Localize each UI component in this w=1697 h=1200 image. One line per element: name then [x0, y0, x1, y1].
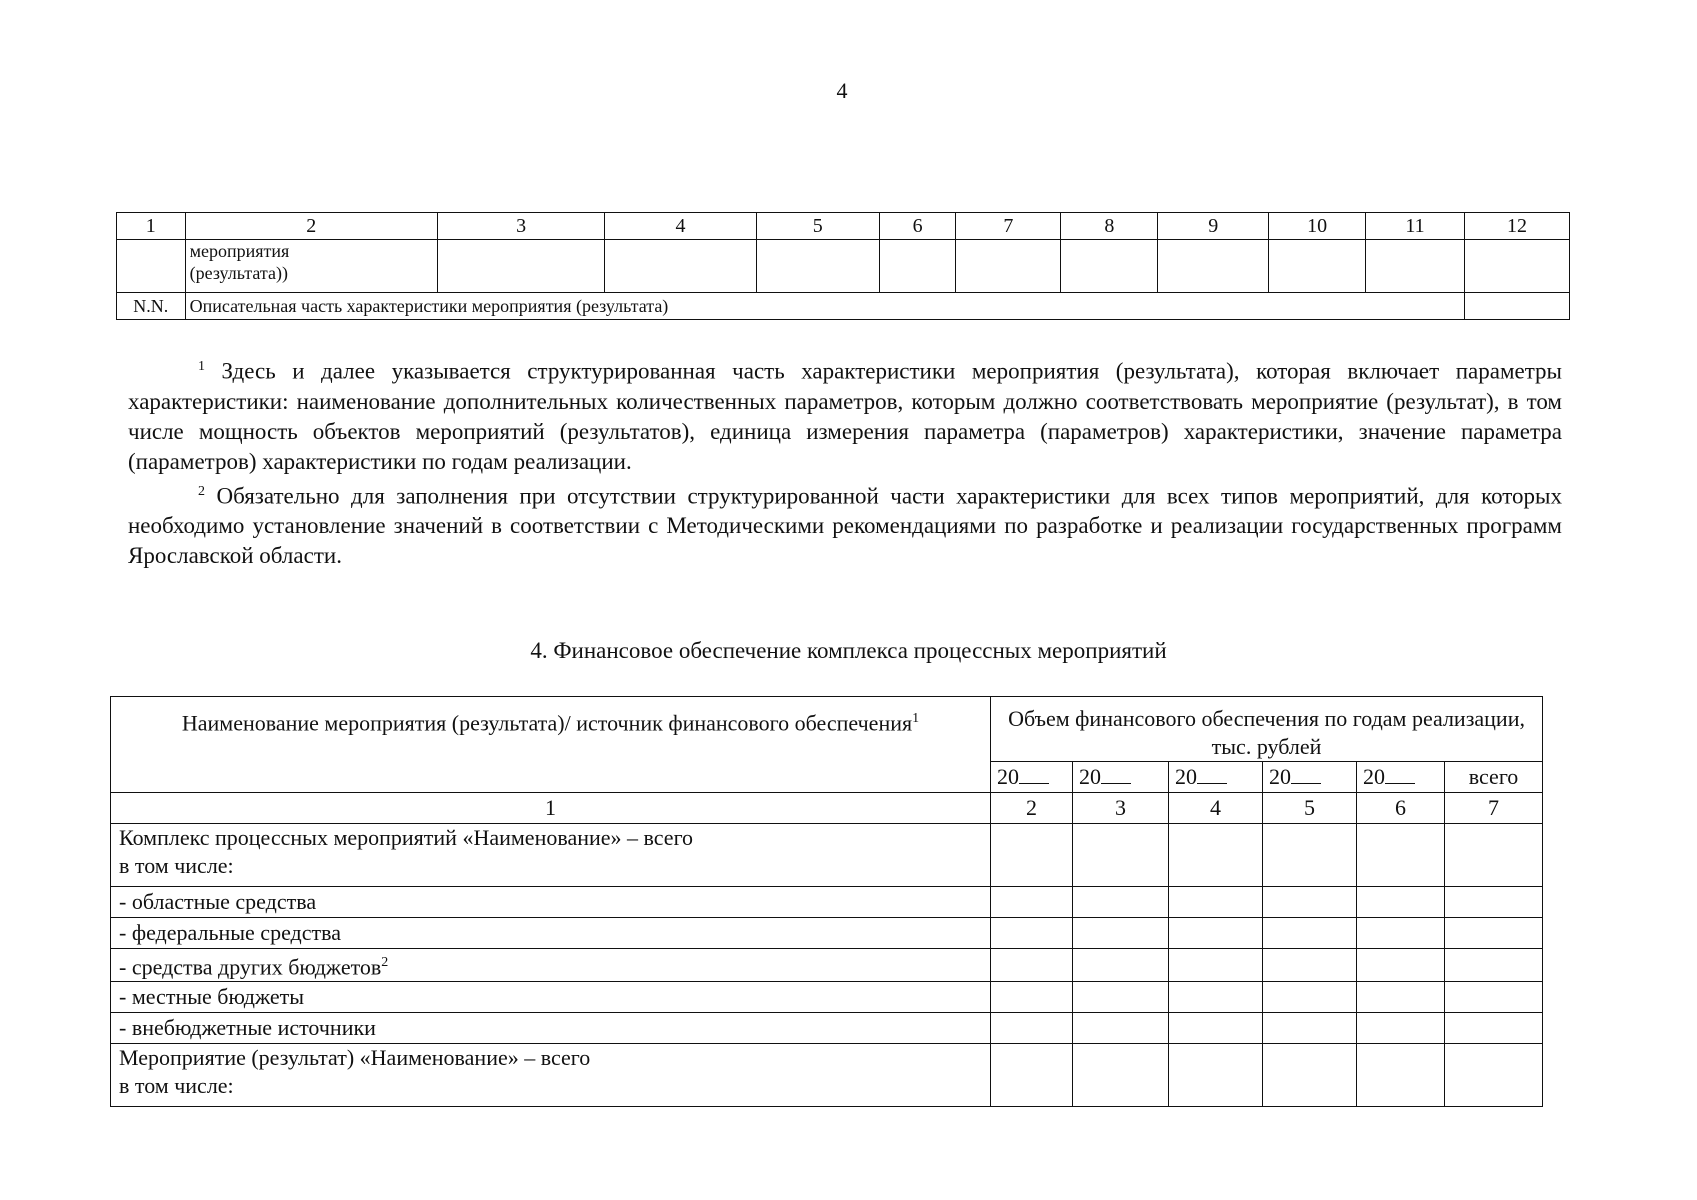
volume-header: Объем финансового обеспечения по годам реализации, тыс. рублей [991, 697, 1543, 762]
table-cell [756, 240, 879, 293]
footnote-mark: 2 [381, 955, 389, 970]
table-cell [1158, 240, 1269, 293]
footnotes [128, 352, 1562, 571]
footnote-text: Здесь и далее указывается структурированная часть характеристики мероприятия (результата), которая включает параметры характеристики: наименование дополнительных количественных параметров, которым должно соответствовать мероприятие (результат), в том числе мощность объектов мероприятий (результатов), единица измерения параметра (параметров) характеристики, значение параметра (параметров) характеристики по годам реализации. [128, 358, 1563, 474]
column-number: 7 [956, 213, 1061, 240]
row-label: - средства других бюджетов$^2$ [111, 949, 991, 982]
table-header-row [117, 213, 1570, 240]
measure-name-line: мероприятия [189, 241, 290, 261]
footnote-mark: 1 [198, 359, 205, 374]
table-cell [1464, 293, 1569, 320]
table-row [117, 293, 1570, 320]
row-label: - внебюджетные источники [111, 1013, 991, 1044]
complex-row-label: Комплекс процессных мероприятий «Наименование» – всего в том числе: [111, 824, 991, 887]
table-row [111, 1044, 1543, 1107]
characteristics-table [116, 212, 1570, 320]
footnote-2 [128, 477, 1562, 572]
page-number: 4 [836, 78, 848, 103]
column-number: 2 [991, 793, 1073, 824]
row-label: - федеральные средства [111, 918, 991, 949]
row-label: - местные бюджеты [111, 982, 991, 1013]
table-row [117, 240, 1570, 293]
table-row [111, 982, 1543, 1013]
table-cell [605, 240, 756, 293]
column-number: 5 [756, 213, 879, 240]
finance-header-row [111, 697, 1543, 762]
table-cell [879, 240, 956, 293]
table-cell [437, 240, 604, 293]
name-header-text: Наименование мероприятия (результата)/ источник финансового обеспечения [181, 710, 913, 736]
footnote-text: Обязательно для заполнения при отсутствии структурированной части характеристики для всех типов мероприятий, для которых необходимо установление значений в соответствии с Методическими рекомендациями по разработке и реализации государственных программ Ярославской области. [128, 483, 1563, 569]
column-number: 3 [437, 213, 604, 240]
finance-table [110, 696, 1543, 1107]
column-numbers-row [111, 793, 1543, 824]
table-row [111, 1013, 1543, 1044]
column-number: 4 [605, 213, 756, 240]
column-number: 1 [117, 213, 186, 240]
table-row [111, 918, 1543, 949]
measure-row-label: Мероприятие (результат) «Наименование» – всего в том числе: [111, 1044, 991, 1107]
column-number: 2 [185, 213, 437, 240]
column-number: 9 [1158, 213, 1269, 240]
table-cell [1464, 240, 1569, 293]
year-cell: 20 [1263, 762, 1357, 793]
descriptive-part-cell: Описательная часть характеристики мероприятия (результата) [185, 293, 1464, 320]
year-cell: 20 [1073, 762, 1169, 793]
column-number: 6 [1357, 793, 1445, 824]
column-number: 7 [1445, 793, 1543, 824]
row-label: - областные средства [111, 887, 991, 918]
column-number: 1 [111, 793, 991, 824]
measure-name-cell [185, 240, 437, 293]
table-row [111, 824, 1543, 887]
column-number: 4 [1169, 793, 1263, 824]
total-header: всего [1445, 762, 1543, 793]
table-cell [117, 240, 186, 293]
table-cell [1269, 240, 1366, 293]
year-cell: 20 [1357, 762, 1445, 793]
section-title: 4. Финансовое обеспечение комплекса процессных мероприятий [530, 638, 1167, 663]
footnote-1 [128, 352, 1562, 477]
column-number: 6 [879, 213, 956, 240]
column-number: 8 [1061, 213, 1158, 240]
year-cell: 20 [1169, 762, 1263, 793]
table-cell [956, 240, 1061, 293]
measure-name-line: (результата)) [189, 263, 288, 283]
column-number: 3 [1073, 793, 1169, 824]
table-cell [1366, 240, 1465, 293]
column-number: 5 [1263, 793, 1357, 824]
table-row [111, 887, 1543, 918]
column-number: 12 [1464, 213, 1569, 240]
column-number: 10 [1269, 213, 1366, 240]
year-cell: 20 [991, 762, 1073, 793]
nn-label: N.N. [117, 293, 186, 320]
name-header [111, 697, 991, 793]
footnote-mark: 1 [912, 711, 920, 726]
table-row [111, 949, 1543, 982]
footnote-mark: 2 [198, 483, 205, 499]
table-cell [1061, 240, 1158, 293]
column-number: 11 [1366, 213, 1465, 240]
